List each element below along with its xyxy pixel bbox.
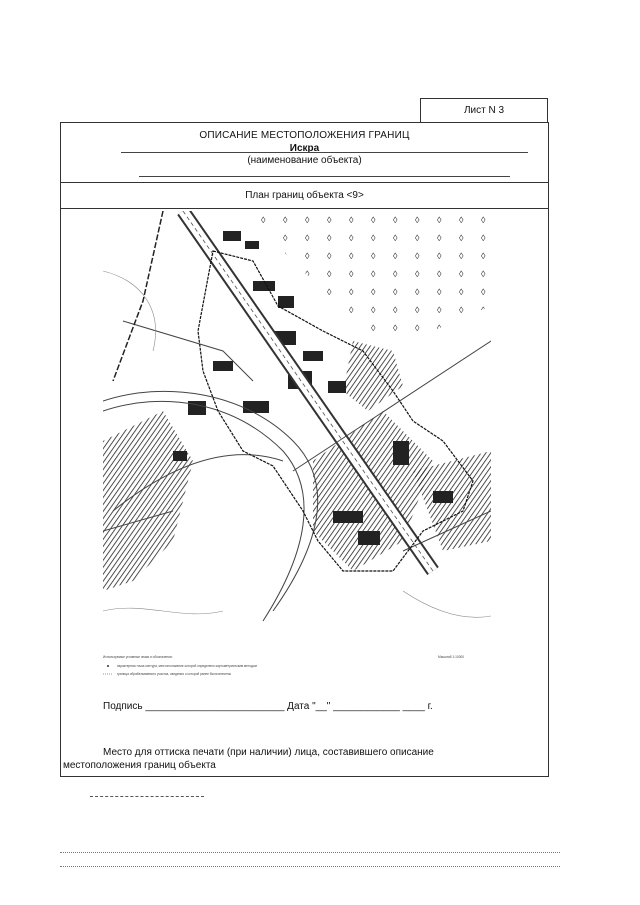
sheet-number-box xyxy=(420,98,548,122)
sheet-number: Лист N 3 xyxy=(463,105,505,116)
legend-title: Используемые условные знаки и обозначения: xyxy=(103,655,173,659)
plan-header-label: План границ объекта <9> xyxy=(245,190,364,201)
map-scale: Масштаб 1:10000 xyxy=(438,655,465,659)
legend-item-points: характерная точка контура, местоположение которой определено картометрическим методом xyxy=(117,664,257,668)
seal-note-line-2: местоположения границ объекта xyxy=(63,760,216,771)
document-title: ОПИСАНИЕ МЕСТОПОЛОЖЕНИЯ ГРАНИЦ xyxy=(199,130,410,141)
seal-note-line-1: Место для оттиска печати (при наличии) лица, составившего описание xyxy=(103,747,434,758)
page-divider-2 xyxy=(60,866,560,867)
title-block xyxy=(61,123,548,183)
boundary-map xyxy=(103,211,491,651)
caption-underline xyxy=(139,176,510,177)
page-divider-1 xyxy=(60,852,560,853)
legend-point-symbol xyxy=(107,665,109,667)
object-name-underline xyxy=(121,152,528,153)
description-form xyxy=(60,122,549,777)
boundary-map-drawing xyxy=(103,211,491,651)
object-name: Искра xyxy=(289,143,320,154)
object-name-caption: (наименование объекта) xyxy=(247,155,362,166)
map-legend xyxy=(103,653,491,683)
plan-header xyxy=(61,183,548,209)
legend-item-boundary: граница обрабатываемого участка, сведения о которой ранее были внесены xyxy=(117,672,232,676)
footnote-separator xyxy=(90,796,204,797)
signature-date-line: Подпись _________________________ Дата "__" ____________ ____ г. xyxy=(103,701,433,712)
